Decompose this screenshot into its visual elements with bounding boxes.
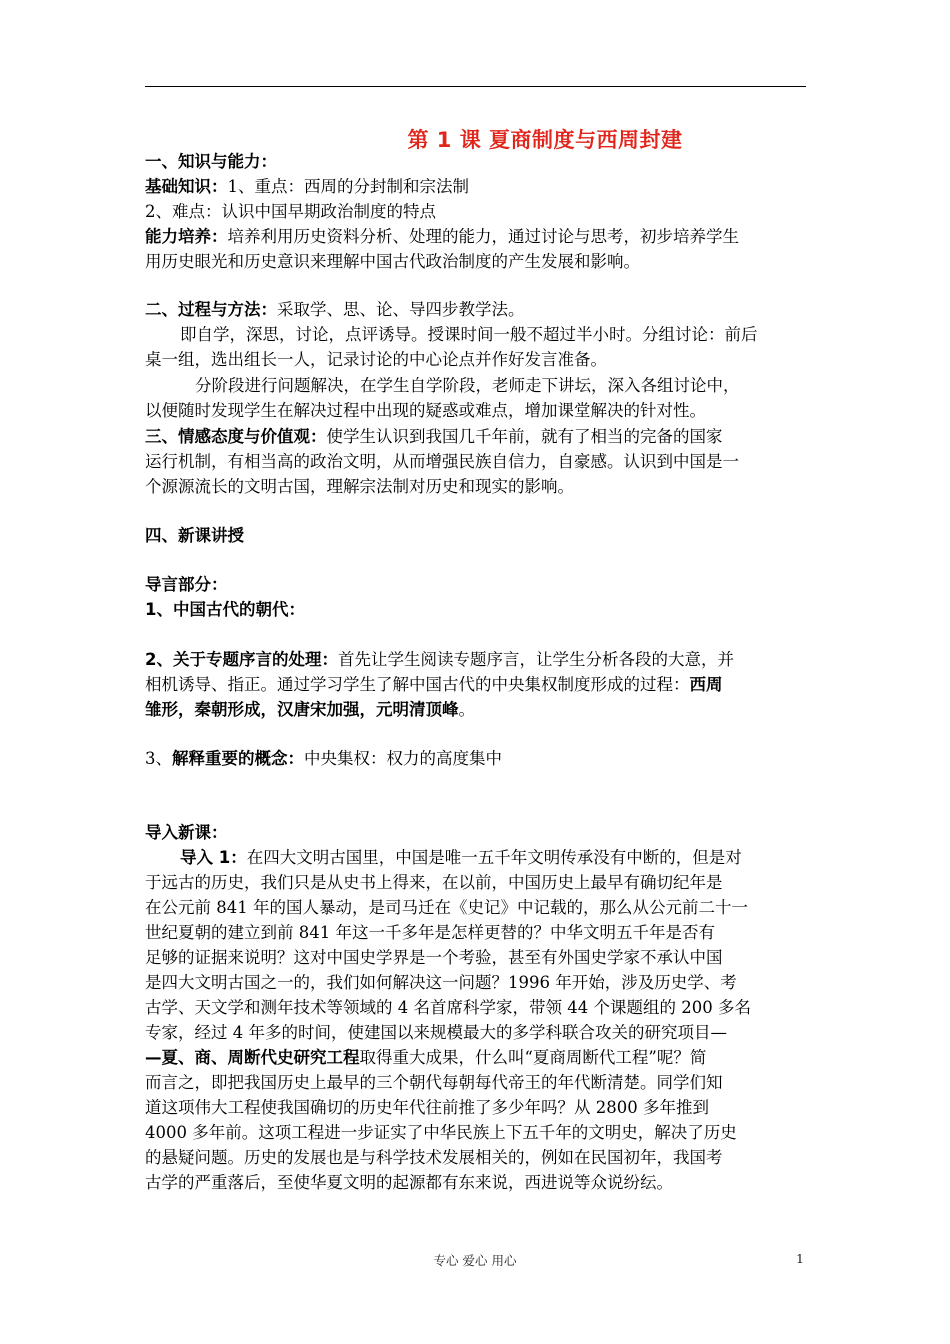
ability-label: 能力培养： — [145, 227, 228, 246]
intro-item-2-label: 2、关于专题序言的处理： — [145, 650, 338, 669]
ability-line-1 — [145, 225, 739, 249]
basic-knowledge-label: 基础知识： — [145, 177, 228, 196]
intro-item-2-text2: 相机诱导、指正。通过学习学生了解中国古代的中央集权制度形成的过程： — [145, 675, 690, 694]
intro-item-2-text1: 首先让学生阅读专题序言，让学生分析各段的大意，并 — [337, 650, 734, 669]
intro-item-3-label: 解释重要的概念： — [172, 749, 304, 768]
intro-item-2-end: 。 — [458, 700, 475, 719]
lead-line-2: 于远古的历史，我们只是从史书上得来，在以前，中国历史上最早有确切纪年是 — [145, 873, 723, 892]
xsz-project-name: —夏、商、周断代史研究工程 — [145, 1048, 360, 1067]
lead-line-10: 而言之，即把我国历史上最早的三个朝代每朝每代帝王的年代断清楚。同学们知 — [145, 1073, 723, 1092]
difficulty-line: 2、难点：认识中国早期政治制度的特点 — [145, 202, 436, 221]
lead-line-3: 在公元前 841 年的国人暴动，是司马迁在《史记》中记载的，那么从公元前二十一 — [145, 898, 748, 917]
ability-line-2: 用历史眼光和历史意识来理解中国古代政治制度的产生发展和影响。 — [145, 252, 640, 271]
section1-heading: 一、知识与能力： — [145, 152, 277, 171]
section3-label: 三、情感态度与价值观： — [145, 427, 327, 446]
lead-label: 导入 1： — [180, 848, 247, 867]
lead-line-4: 世纪夏朝的建立到前 841 年这一千多年是怎样更替的？中华文明五千年是否有 — [145, 923, 715, 942]
section2-text: 采取学、思、论、导四步教学法。 — [277, 300, 525, 319]
lead-line-13: 的悬疑问题。历史的发展也是与科学技术发展相关的，例如在民国初年，我国考 — [145, 1148, 723, 1167]
page-footer: 专心 爱心 用心 — [433, 1253, 517, 1268]
new-lesson-heading: 导入新课： — [145, 823, 228, 842]
lead-line-9 — [145, 1046, 706, 1070]
section2-para1-line2: 桌一组，选出组长一人，记录讨论的中心论点并作好发言准备。 — [145, 350, 607, 369]
section3-line2: 运行机制，有相当高的政治文明，从而增强民族自信力，自豪感。认识到中国是一 — [145, 452, 739, 471]
intro-item-2-line2 — [145, 673, 723, 697]
section4-heading: 四、新课讲授 — [145, 526, 244, 545]
ability-text-1: 培养利用历史资料分析、处理的能力，通过讨论与思考，初步培养学生 — [227, 227, 739, 246]
intro-item-3-num: 3、 — [145, 749, 172, 768]
section3-line3: 个源源流长的文明古国，理解宗法制对历史和现实的影响。 — [145, 477, 574, 496]
intro-heading: 导言部分： — [145, 575, 228, 594]
section3-text-1: 使学生认识到我国几千年前，就有了相当的完备的国家 — [326, 427, 723, 446]
section2-para2-line1: 分阶段进行问题解决，在学生自学阶段，老师走下讲坛，深入各组讨论中， — [195, 376, 740, 395]
lead-line-8: 专家，经过 4 年多的时间，使建国以来规模最大的多学科联合攻关的研究项目— — [145, 1023, 727, 1042]
section2-para1-line1: 即自学，深思，讨论，点评诱导。授课时间一般不超过半小时。分组讨论：前后 — [180, 325, 758, 344]
lesson-title: 第 1 课 夏商制度与西周封建 — [407, 128, 683, 152]
section2-label: 二、过程与方法： — [145, 300, 277, 319]
intro-item-2-bold3: 雏形，秦朝形成，汉唐宋加强，元明清顶峰 — [145, 700, 459, 719]
intro-item-2-line1 — [145, 648, 734, 672]
lead-line-11: 道这项伟大工程使我国确切的历史年代往前推了多少年吗？从 2800 多年推到 — [145, 1098, 709, 1117]
intro-item-3 — [145, 747, 502, 771]
lead-text-9: 取得重大成果，什么叫“夏商周断代工程”呢？简 — [359, 1048, 707, 1067]
lead-line-5: 足够的证据来说明？这对中国史学界是一个考验，甚至有外国史学家不承认中国 — [145, 948, 723, 967]
lead-line-1 — [180, 846, 742, 870]
section2-para2-line2: 以便随时发现学生在解决过程中出现的疑惑或难点，增加课堂解决的针对性。 — [145, 401, 706, 420]
page-number: 1 — [796, 1251, 804, 1266]
intro-item-2-line3 — [145, 698, 475, 722]
intro-item-1: 1、中国古代的朝代： — [145, 600, 305, 619]
section2-line — [145, 298, 525, 322]
basic-knowledge-text: 1、重点：西周的分封制和宗法制 — [227, 177, 469, 196]
basic-knowledge-line — [145, 175, 469, 199]
header-rule — [145, 86, 806, 87]
lead-text-1: 在四大文明古国里，中国是唯一五千年文明传承没有中断的，但是对 — [246, 848, 742, 867]
intro-item-3-text: 中央集权：权力的高度集中 — [304, 749, 502, 768]
lead-line-12: 4000 多年前。这项工程进一步证实了中华民族上下五千年的文明史，解决了历史 — [145, 1123, 737, 1142]
lead-line-7: 古学、天文学和测年技术等领域的 4 名首席科学家，带领 44 个课题组的 200 多名 — [145, 998, 751, 1017]
lead-line-14: 古学的严重落后，至使华夏文明的起源都有东来说，西进说等众说纷纭。 — [145, 1173, 673, 1192]
section3-line1 — [145, 425, 723, 449]
lead-line-6: 是四大文明古国之一的，我们如何解决这一问题？1996 年开始，涉及历史学、考 — [145, 973, 737, 992]
intro-item-2-bold2: 西周 — [689, 675, 723, 694]
